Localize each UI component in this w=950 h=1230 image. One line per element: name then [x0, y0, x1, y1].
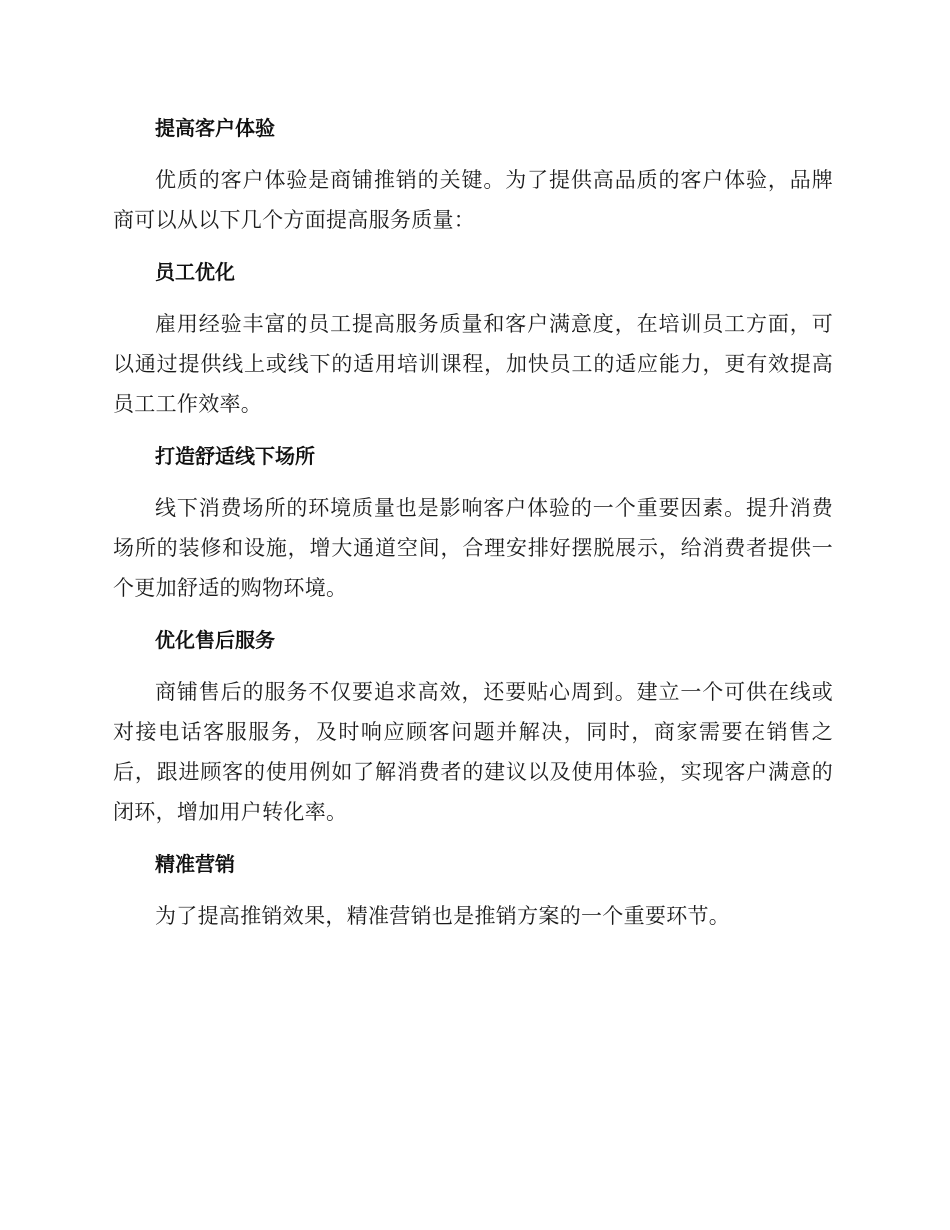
- section-heading: 打造舒适线下场所: [155, 444, 315, 468]
- section-paragraph: 线下消费场所的环境质量也是影响客户体验的一个重要因素。提升消费场所的装修和设施，增大通道空间，合理安排好摆脱展示，给消费者提供一个更加舒适的购物环境。: [113, 496, 833, 600]
- section-paragraph: 商铺售后的服务不仅要追求高效，还要贴心周到。建立一个可供在线或对接电话客服服务，及时响应顾客问题并解决，同时，商家需要在销售之后，跟进顾客的使用例如了解消费者的建议以及使用体验，实现客户满意的闭环，增加用户转化率。: [113, 680, 833, 824]
- section-heading: 员工优化: [155, 260, 235, 284]
- section-paragraph: 优质的客户体验是商铺推销的关键。为了提供高品质的客户体验，品牌商可以从以下几个方面提高服务质量：: [113, 168, 833, 232]
- section-paragraph: 雇用经验丰富的员工提高服务质量和客户满意度，在培训员工方面，可以通过提供线上或线下的适用培训课程，加快员工的适应能力，更有效提高员工工作效率。: [113, 312, 833, 416]
- section-paragraph: 为了提高推销效果，精准营销也是推销方案的一个重要环节。: [155, 904, 731, 928]
- section-heading: 精准营销: [155, 852, 235, 876]
- document-body: [113, 110, 833, 936]
- section-heading: 提高客户体验: [155, 116, 275, 140]
- section-heading: 优化售后服务: [155, 628, 275, 652]
